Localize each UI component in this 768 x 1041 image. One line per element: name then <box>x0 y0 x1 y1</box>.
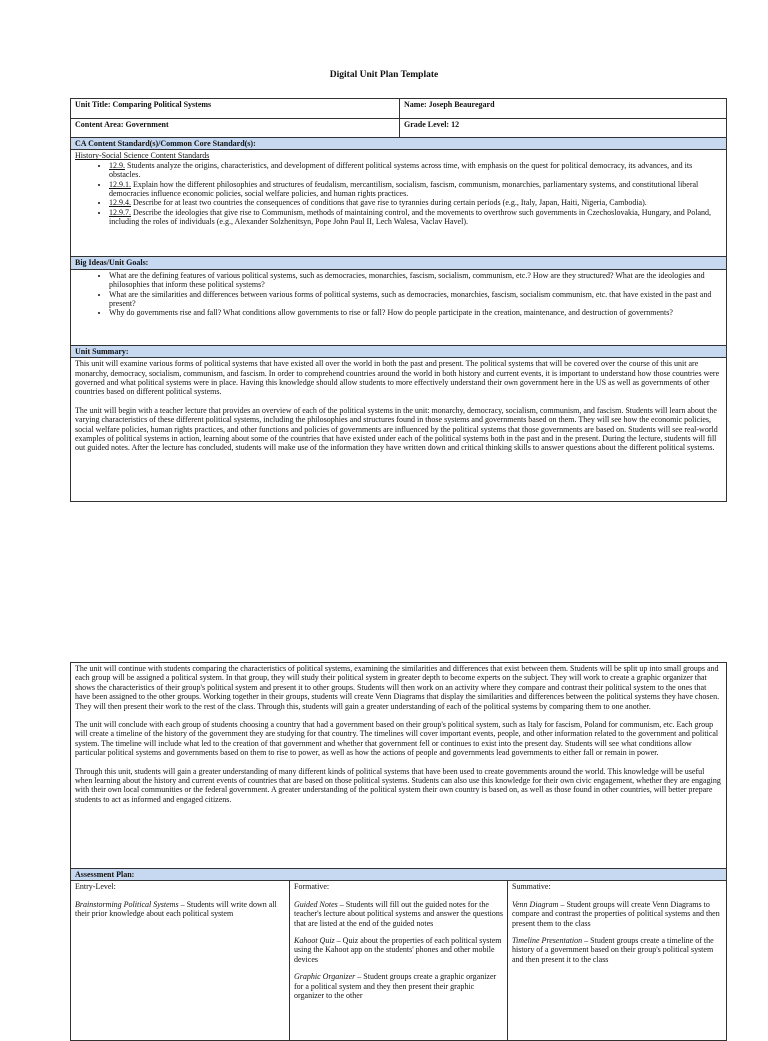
standards-header: CA Content Standard(s)/Common Core Standard(s): <box>71 138 727 150</box>
assessment-plan-header: Assessment Plan: <box>71 869 727 881</box>
grade-level-cell: Grade Level: 12 <box>400 119 727 138</box>
assessment-item <box>294 936 503 964</box>
summary-paragraph: The unit will begin with a teacher lecture that provides an overview of each of the political systems in the unit: monarchy, democracy, socialism, communism, and fascism. Students will learn about the varying characteristics of these different political systems, including the philosophies and structures found in those systems and governments based on them. They will see how the economic policies, social welfare policies, human rights practices, and other functions and policies of governments are influenced by the political systems that those governments are based on. Students will see real-world examples of political systems in action, learning about some of the countries that have existed under each of the political systems both in the past and in the present. During the lecture, students will fill out guided notes. After the lecture has concluded, students will make use of the information they have written down and critical thinking skills to answer questions about the different political systems. <box>75 405 718 453</box>
standards-cell <box>71 150 727 257</box>
standard-item <box>109 180 722 199</box>
formative-heading: Formative: <box>294 882 330 892</box>
assessment-item <box>294 972 503 1000</box>
unit-summary-cell <box>71 358 727 502</box>
summary-paragraph: The unit will conclude with each group of students choosing a country that had a government based on their group's political system, such as Italy for fascism, Poland for communism, etc. Each group will create a timeline of the history of the government they are studying for that country. The timelines will cover important events, people, and other information related to the government and political system. The timeline will include what led to the creation of that government and whether that government fell or continues to exist into the present day. Students will see what conditions allow particular political systems and governments based on them to rise to power, as well as how the actions of people and governments lead governments to either fall or remain in power. <box>75 720 719 758</box>
formative-cell <box>290 881 508 1041</box>
big-ideas-list <box>75 271 722 318</box>
big-idea-item: • Why do governments rise and fall? What conditions allow governments to rise or fall? How do people participate in the creation, maintenance, and destruction of governments? <box>109 308 722 317</box>
big-idea-item: • What are the defining features of various political systems, such as democracies, monarchies, fascism, socialism, communism, etc.? How are they structured? What are the ideologies and philosophies that inform these political systems? <box>109 271 722 290</box>
big-ideas-header: Big Ideas/Unit Goals: <box>71 257 727 269</box>
assessment-desc: – Student groups create a timeline of the history of a government based on their group's political system and then present it to the class <box>512 936 714 964</box>
standard-code: 12.9.7. <box>109 207 131 217</box>
assessment-name: Graphic Organizer <box>294 972 356 982</box>
assessment-item <box>512 900 722 928</box>
standards-list <box>75 161 722 227</box>
assessment-item <box>512 936 722 964</box>
assessment-item <box>294 900 503 928</box>
standard-item <box>109 208 722 227</box>
teacher-name-cell: Name: Joseph Beauregard <box>400 99 727 119</box>
assessment-desc: – Quiz about the properties of each political system using the Kahoot app on the students' phones and other mobile devices <box>294 936 502 964</box>
unit-summary-header: Unit Summary: <box>71 345 727 357</box>
assessment-desc: – Student groups will create Venn Diagrams to compare and contrast the properties of political systems and then present them to the class <box>512 899 720 928</box>
standard-text: Explain how the different philosophies and structures of feudalism, mercantilism, socialism, fascism, communism, monarchies, parliamentary systems, and constitutional liberal democracies influence economic policies, social welfare policies, and human rights practices. <box>109 179 699 199</box>
standard-text: Describe the ideologies that give rise to Communism, methods of maintaining control, and the movements to overthrow such governments in Czechoslovakia, Hungary, and Poland, including the roles of individuals (e.g., Alexander Solzhenitsyn, Pope John Paul II, Lech Walesa, Vaclav Havel). <box>109 207 712 227</box>
summative-cell <box>508 881 727 1041</box>
summative-heading: Summative: <box>512 882 551 892</box>
big-ideas-cell <box>71 269 727 345</box>
assessment-name: Venn Diagram <box>512 899 559 909</box>
assessment-desc: – Students will fill out the guided notes for the teacher's lecture about political systems and answer the questions that are listed at the end of the guided notes <box>294 899 503 928</box>
summary-paragraph: Through this unit, students will gain a greater understanding of many different kinds of political systems that have been used to create governments around the world. This knowledge will be useful when learning about the history and current events of countries that are based on those political systems. Students can also use this knowledge for their own civic engagement, whether they are engaging with their own local communities or the federal government. A greater understanding of the political system their own country is based on, as well as those found in other countries, will better prepare students to act as informed and engaged citizens. <box>75 766 721 804</box>
assessment-name: Timeline Presentation <box>512 936 583 946</box>
standard-code: 12.9.4. <box>109 198 131 208</box>
summary-paragraph: This unit will examine various forms of political systems that have existed all over the world in both the past and present. The political systems that will be covered over the course of this unit are monarchy, democracy, socialism, communism, and fascism. In order to comprehend countries around the world in both history and current events, it is important to understand how those countries were governed and what political systems were in place. Having this knowledge should allow students to more effectively understand their own government here in the US as well as governments of other countries based on different political systems. <box>75 359 720 397</box>
unit-title-cell: Unit Title: Comparing Political Systems <box>71 99 400 119</box>
standard-code: 12.9. <box>109 160 125 170</box>
assessment-desc: – Students will write down all their prior knowledge about each political system <box>75 899 277 919</box>
assessment-name: Guided Notes <box>294 899 338 909</box>
standard-code: 12.9.1. <box>109 179 131 189</box>
entry-level-cell <box>71 881 290 1041</box>
summary-paragraph: The unit will continue with students comparing the characteristics of political systems, examining the similarities and differences that exist between them. Students will be split up into small groups and each group will be assigned a political system. In that group, they will study their political system in greater depth to become experts on the subject. They will work to create a graphic organizer that shows the characteristics of their group's political system and present it to other groups. Students will then work on an activity where they compare and contrast their political system to the ones that have been assigned to the other groups. Working together in their groups, students will create Venn Diagrams that display the similarities and differences between the political systems they have chosen. They will then present their work to the rest of the class. Through this, students will gain a greater understanding of each of the political systems by comparing them to one another. <box>75 664 720 711</box>
standard-item <box>109 198 722 207</box>
assessment-desc: – Student groups create a graphic organizer for a political system and they then present their graphic organizer to the other <box>294 972 497 1001</box>
unit-summary-continued-cell <box>71 663 727 869</box>
standard-text: Students analyze the origins, characteristics, and development of different political systems across time, with emphasis on the quest for political democracy, its advances, and its obstacles. <box>109 160 693 180</box>
assessment-name: Brainstorming Political Systems <box>75 899 179 909</box>
content-area-cell: Content Area: Government <box>71 119 400 138</box>
standard-text: Describe for at least two countries the consequences of conditions that gave rise to tyrannies during certain periods (e.g., Italy, Japan, Haiti, Nigeria, Cambodia). <box>131 198 647 208</box>
entry-level-heading: Entry-Level: <box>75 882 116 892</box>
unit-plan-table-page2 <box>70 662 727 1041</box>
standards-label: History-Social Science Content Standards <box>75 151 210 161</box>
big-idea-item: • What are the similarities and differences between various forms of political systems, such as democracies, monarchies, fascism, socialism communism, etc. that have existed in the past and present? <box>109 290 722 309</box>
assessment-name: Kahoot Quiz <box>294 936 335 946</box>
standard-item <box>109 161 722 180</box>
unit-plan-table-page1 <box>70 98 727 502</box>
document-title: Digital Unit Plan Template <box>329 70 439 80</box>
assessment-item <box>75 900 285 919</box>
